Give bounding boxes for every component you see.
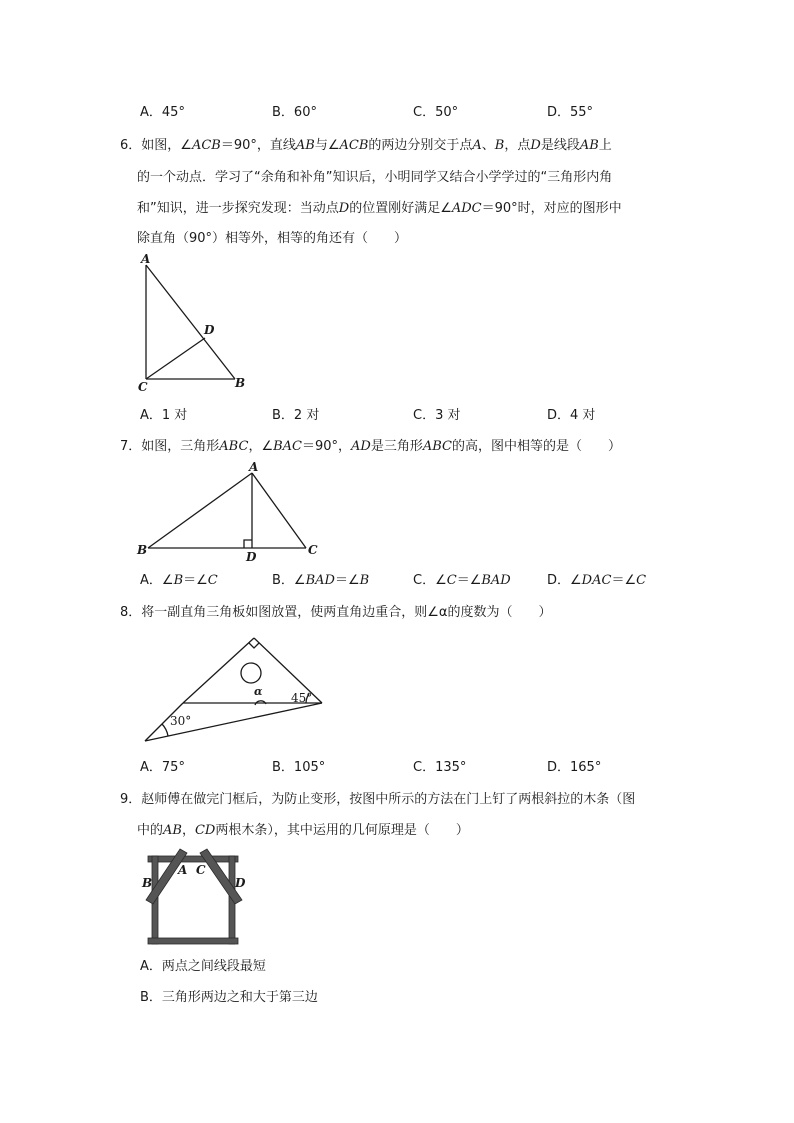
q6-label-c: C: [138, 380, 148, 394]
q7-label-a: A: [249, 460, 259, 474]
q8-line-1: 8．将一副直角三角板如图放置，使两直角边重合，则∠α的度数为（ ）: [120, 605, 552, 620]
q8-label-30: 30°: [170, 714, 192, 728]
q6-option-b: B．2 对: [272, 408, 320, 423]
q6-label-d: D: [204, 323, 215, 337]
q6-line-3: 和”知识，进一步探究发现：当动点D的位置刚好满足∠ADC＝90°时，对应的图形中: [137, 201, 622, 216]
q6-line-4: 除直角（90°）相等外，相等的角还有（ ）: [137, 231, 408, 246]
q9-frame-bottom: [148, 938, 238, 944]
q9-label-c: C: [196, 863, 206, 877]
q9-label-a: A: [178, 863, 188, 877]
q5-option-a: A．45°: [140, 105, 185, 120]
q9-line-1: 9．赵师傅在做完门框后，为防止变形，按图中所示的方法在门上钉了两根斜拉的木条（图: [120, 792, 636, 807]
q6-option-a: A．1 对: [140, 408, 188, 423]
q7-line-1: 7．如图，三角形ABC，∠BAC＝90°，AD是三角形ABC的高，图中相等的是（ ）: [120, 439, 622, 454]
q6-option-d: D．4 对: [547, 408, 596, 423]
q5-option-d: D．55°: [547, 105, 594, 120]
q5-option-c: C．50°: [413, 105, 459, 120]
q9-line-2: 中的AB，CD两根木条），其中运用的几何原理是（ ）: [137, 823, 469, 838]
q8-option-c: C．135°: [413, 760, 467, 775]
q9-label-b: B: [142, 876, 153, 890]
q6-label-b: B: [235, 376, 246, 390]
q8-option-b: B．105°: [272, 760, 326, 775]
q7-label-c: C: [308, 543, 318, 557]
q8-label-alpha: α: [254, 685, 263, 698]
q7-option-a: A．∠B＝∠C: [140, 573, 218, 588]
q7-option-c: C．∠C＝∠BAD: [413, 573, 511, 588]
q9-option-b: B．三角形两边之和大于第三边: [140, 990, 318, 1005]
q6-line-2: 的一个动点．学习了“余角和补角”知识后，小明同学又结合小学学过的“三角形内角: [137, 170, 613, 185]
q8-option-d: D．165°: [547, 760, 602, 775]
q7-label-d: D: [246, 550, 257, 564]
q8-label-45: 45°: [291, 691, 313, 705]
q5-option-b: B．60°: [272, 105, 317, 120]
q7-option-d: D．∠DAC＝∠C: [547, 573, 647, 588]
q9-frame-top: [148, 856, 238, 862]
q6-label-a: A: [141, 252, 151, 266]
q7-label-b: B: [137, 543, 148, 557]
q9-label-d: D: [235, 876, 246, 890]
q6-option-c: C．3 对: [413, 408, 461, 423]
q8-option-a: A．75°: [140, 760, 185, 775]
q9-option-a: A．两点之间线段最短: [140, 959, 266, 974]
q6-line-1: 6．如图，∠ACB＝90°，直线AB与∠ACB的两边分别交于点A、B，点D是线段AB上: [120, 138, 612, 153]
q7-option-b: B．∠BAD＝∠B: [272, 573, 370, 588]
